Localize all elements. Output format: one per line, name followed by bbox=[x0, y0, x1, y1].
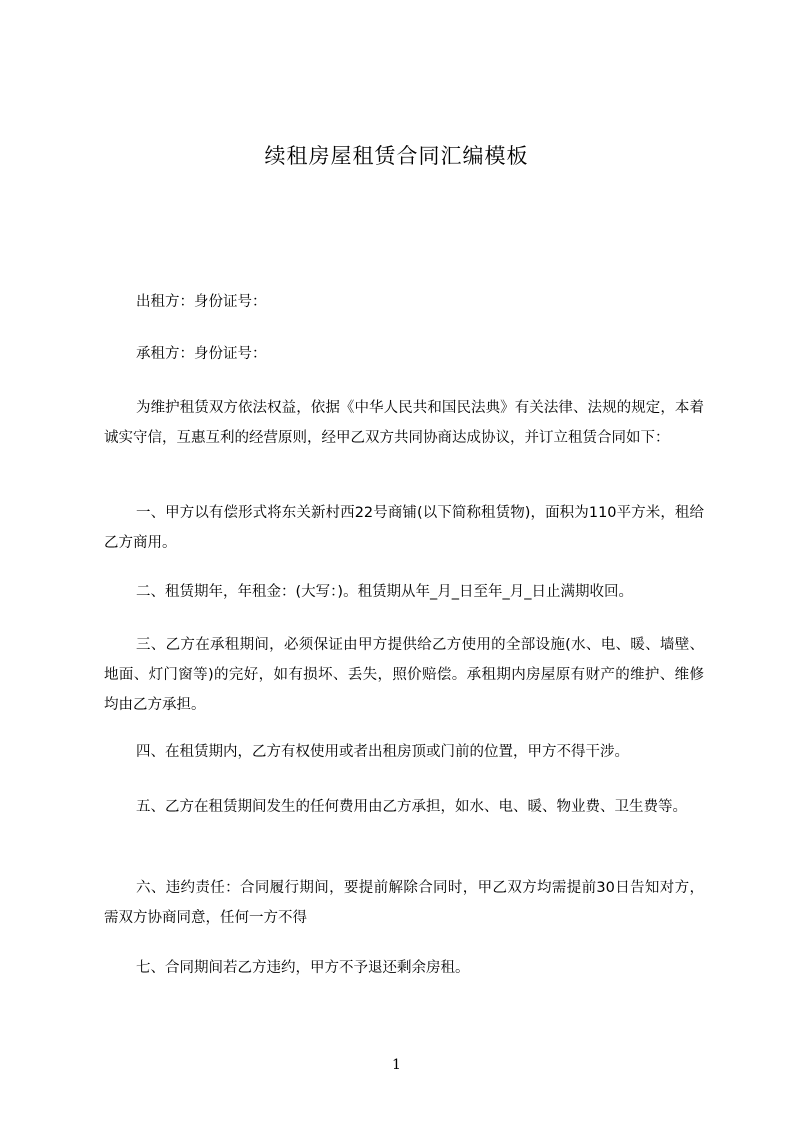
lessor-line: 出租方：身份证号： bbox=[136, 294, 267, 310]
preamble-paragraph: 为维护租赁双方依法权益，依据《中华人民共和国民法典》有关法律、法规的规定，本着诚实守信，互惠互利的经营原则，经甲乙双方共同协商达成协议，并订立租赁合同如下： bbox=[104, 400, 704, 446]
clause-1: 一、甲方以有偿形式将东关新村西22号商铺(以下简称租赁物)，面积为110平方米，租给乙方商用。 bbox=[104, 505, 704, 551]
clause-7: 七、合同期间若乙方违约，甲方不予退还剩余房租。 bbox=[136, 960, 470, 976]
lessee-line: 承租方：身份证号： bbox=[136, 346, 267, 362]
page-number: 1 bbox=[392, 1057, 401, 1073]
clause-5: 五、乙方在租赁期间发生的任何费用由乙方承担，如水、电、暖、物业费、卫生费等。 bbox=[136, 799, 687, 815]
clause-3: 三、乙方在承租期间，必须保证由甲方提供给乙方使用的全部设施(水、电、暖、墙壁、地面、灯门窗等)的完好，如有损坏、丢失，照价赔偿。承租期内房屋原有财产的维护、维修均由乙方承担。 bbox=[104, 637, 704, 713]
clause-4: 四、在租赁期内，乙方有权使用或者出租房顶或门前的位置，甲方不得干涉。 bbox=[136, 744, 629, 760]
clause-6: 六、违约责任：合同履行期间，要提前解除合同时，甲乙双方均需提前30日告知对方，需双方协商同意，任何一方不得 bbox=[104, 880, 704, 926]
document-title: 续租房屋租赁合同汇编模板 bbox=[264, 144, 529, 168]
clause-2: 二、租赁期年，年租金：(大写：)。租赁期从年_月_日至年_月_日止满期收回。 bbox=[136, 584, 634, 600]
